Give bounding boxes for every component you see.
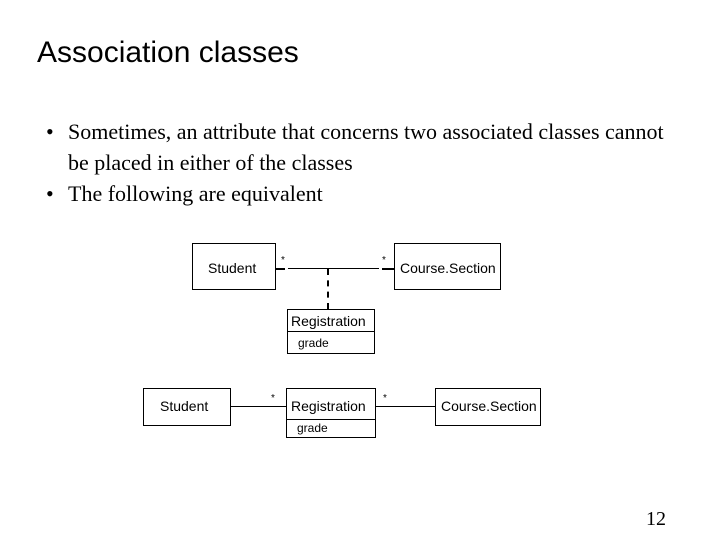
- multiplicity-label: *: [382, 255, 386, 266]
- multiplicity-label: *: [271, 393, 275, 404]
- multiplicity-label: *: [383, 393, 387, 404]
- bullet-dot: •: [46, 119, 54, 144]
- class-name: Student: [160, 398, 209, 414]
- association-line-left: [231, 406, 286, 407]
- class-name: Course.Section: [441, 398, 537, 414]
- registration-class-box: [286, 388, 376, 438]
- class-name: Course.Section: [400, 260, 496, 276]
- class-name: Registration: [291, 313, 366, 329]
- association-stub-left: [276, 268, 285, 270]
- bullet-list: [46, 116, 686, 209]
- student-class-box: [143, 388, 231, 426]
- bullet-dot: •: [46, 181, 54, 206]
- class-name: Student: [208, 260, 257, 276]
- class-attribute: grade: [297, 421, 328, 435]
- bullet-item: [46, 116, 686, 178]
- registration-association-class-box: [287, 309, 375, 354]
- association-stub-right: [382, 268, 394, 270]
- page-number: 12: [646, 508, 666, 530]
- class-divider: [288, 331, 374, 332]
- bullet-item: [46, 178, 686, 209]
- course-section-class-box: [435, 388, 541, 426]
- association-line-right: [376, 406, 435, 407]
- bullet-text: The following are equivalent: [68, 181, 323, 206]
- association-line: [288, 268, 379, 269]
- student-class-box: [192, 243, 276, 290]
- class-attribute: grade: [298, 336, 329, 350]
- multiplicity-label: *: [281, 255, 285, 266]
- class-divider: [287, 419, 375, 420]
- bullet-text: Sometimes, an attribute that concerns two associated classes cannot be placed in either of the classes: [68, 119, 664, 175]
- association-class-link: [327, 269, 329, 309]
- course-section-class-box: [394, 243, 501, 290]
- slide-title: Association classes: [37, 36, 299, 69]
- class-name: Registration: [291, 398, 366, 414]
